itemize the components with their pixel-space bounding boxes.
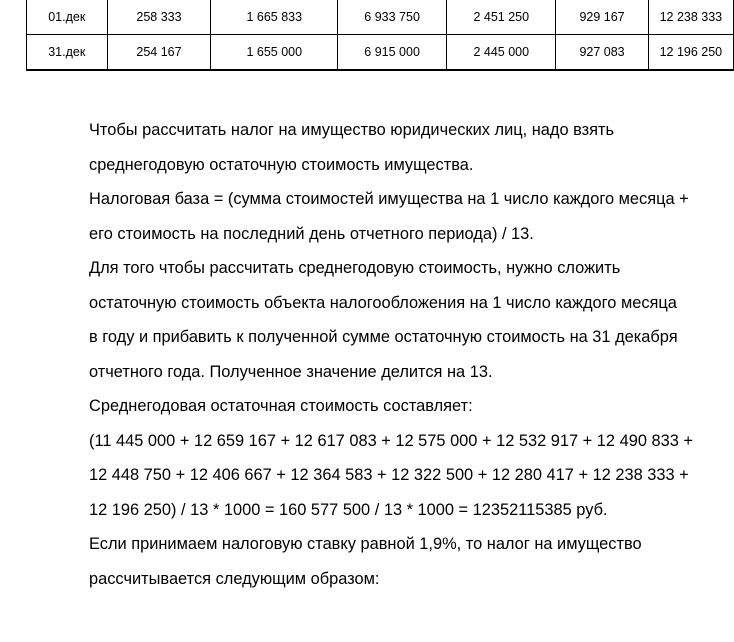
paragraph-calculation bbox=[89, 424, 719, 528]
table-cell: 258 333 bbox=[107, 0, 211, 35]
table-cell: 254 167 bbox=[107, 35, 211, 71]
text-line: Среднегодовая остаточная стоимость составляет: bbox=[89, 397, 473, 415]
table-cell-total: 12 238 333 bbox=[648, 0, 733, 35]
text-line: его стоимость на последний день отчетного периода) / 13. bbox=[89, 224, 534, 243]
table-cell: 2 445 000 bbox=[447, 35, 556, 71]
table-row bbox=[27, 35, 734, 71]
text-line: Для того чтобы рассчитать среднегодовую стоимость, нужно сложить bbox=[89, 259, 621, 277]
table-cell: 6 933 750 bbox=[338, 0, 447, 35]
table-cell: 2 451 250 bbox=[447, 0, 556, 35]
text-line: рассчитывается следующим образом: bbox=[89, 569, 380, 588]
table-cell: 1 655 000 bbox=[211, 35, 338, 71]
paragraph-average-heading bbox=[89, 389, 719, 424]
table-row bbox=[27, 0, 734, 35]
paragraph-method bbox=[89, 251, 719, 389]
text-line: Если принимаем налоговую ставку равной 1,9%, то налог на имущество bbox=[89, 535, 642, 553]
table-cell: 927 083 bbox=[556, 35, 648, 71]
document-body bbox=[89, 113, 719, 596]
text-line: среднегодовую остаточную стоимость имущества. bbox=[89, 155, 474, 174]
text-line: в году и прибавить к полученной сумме остаточную стоимость на 31 декабря bbox=[89, 328, 678, 346]
table-cell-total: 12 196 250 bbox=[648, 35, 733, 71]
text-line: Налоговая база = (сумма стоимостей имущества на 1 число каждого месяца + bbox=[89, 190, 689, 208]
text-line: (11 445 000 + 12 659 167 + 12 617 083 + 12 575 000 + 12 532 917 + 12 490 833 + bbox=[89, 431, 693, 450]
table-cell: 6 915 000 bbox=[338, 35, 447, 71]
text-line: Чтобы рассчитать налог на имущество юридических лиц, надо взять bbox=[89, 121, 615, 139]
paragraph-intro bbox=[89, 113, 719, 182]
paragraph-tax-base-formula bbox=[89, 182, 719, 251]
table-cell: 929 167 bbox=[556, 0, 648, 35]
text-line: 12 448 750 + 12 406 667 + 12 364 583 + 12 322 500 + 12 280 417 + 12 238 333 + bbox=[89, 466, 689, 484]
text-line: отчетного года. Полученное значение делится на 13. bbox=[89, 362, 493, 381]
table-cell-date: 31.дек bbox=[27, 35, 108, 71]
asset-value-table bbox=[26, 0, 734, 71]
text-line: 12 196 250) / 13 * 1000 = 160 577 500 / 13 * 1000 = 12352115385 руб. bbox=[89, 500, 608, 519]
text-line: остаточную стоимость объекта налогообложения на 1 число каждого месяца bbox=[89, 293, 677, 312]
paragraph-tax-rate bbox=[89, 527, 719, 596]
table-cell-date: 01.дек bbox=[27, 0, 108, 35]
table-cell: 1 665 833 bbox=[211, 0, 338, 35]
